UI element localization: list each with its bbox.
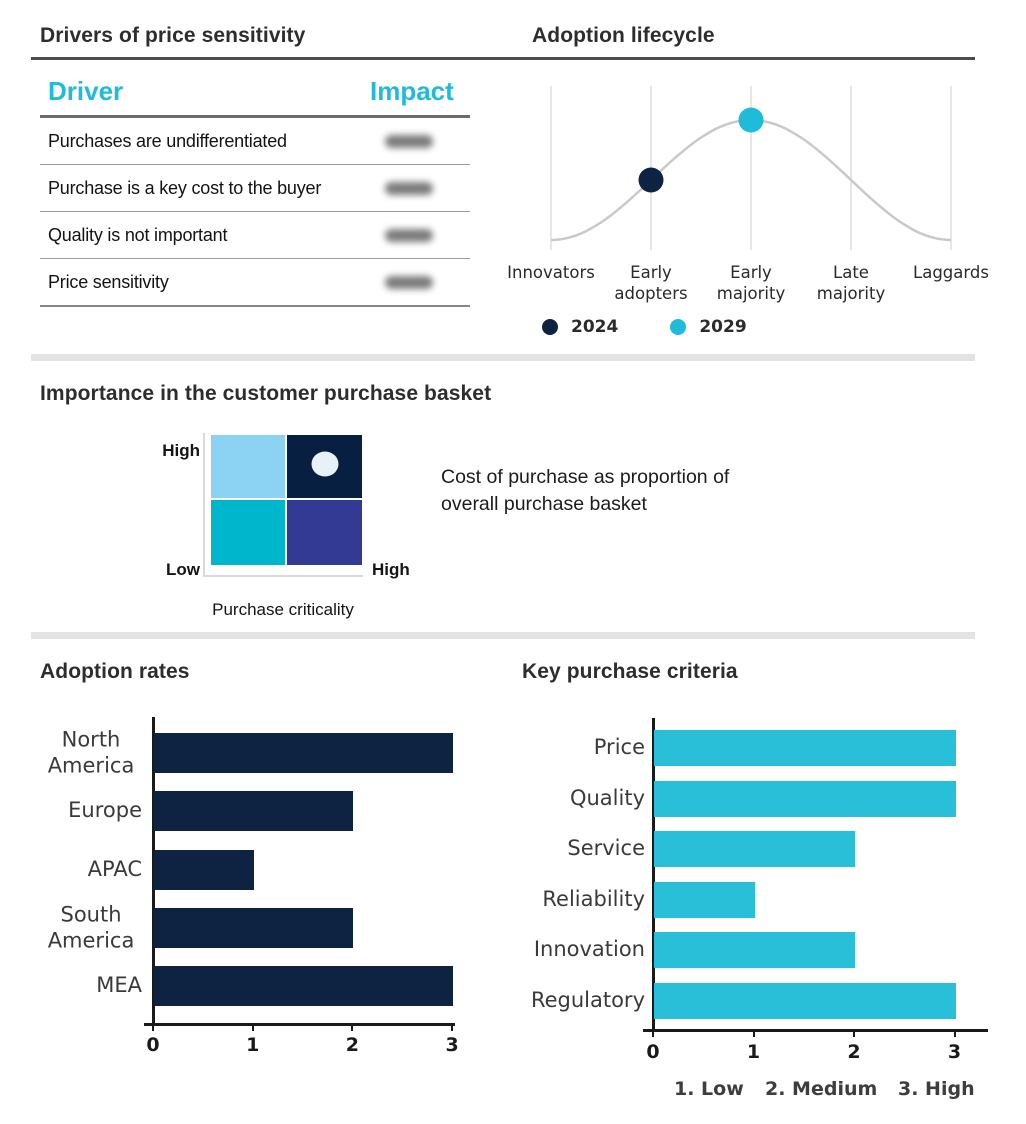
tick-mark — [252, 1025, 254, 1031]
scale-legend-item: 2. Medium — [765, 1078, 878, 1100]
bar — [654, 781, 956, 817]
lifecycle-point-2024 — [639, 168, 664, 193]
table-row — [40, 259, 470, 307]
tick-mark — [954, 1031, 956, 1037]
legend-item — [670, 317, 746, 337]
matrix-marker-dot — [311, 451, 338, 476]
lifecycle-point-2029 — [739, 108, 764, 133]
tick-mark — [652, 1031, 654, 1037]
tick-label: 2 — [345, 1034, 359, 1056]
tick-label: 3 — [445, 1034, 459, 1056]
bar — [154, 733, 453, 773]
impact-value-redacted — [385, 276, 433, 289]
tick-label: 3 — [947, 1041, 962, 1063]
legend-swatch — [542, 319, 558, 335]
category-label: Europe — [68, 798, 142, 823]
table-row — [40, 165, 470, 212]
column-header-impact: Impact — [370, 76, 454, 106]
impact-value-redacted — [385, 182, 433, 195]
table-row — [40, 212, 470, 259]
key-criteria-chart — [522, 700, 1002, 1110]
y-axis-high-label: High — [162, 441, 200, 460]
legend-item — [542, 317, 618, 337]
bar — [154, 791, 353, 831]
tick-label: 0 — [646, 1041, 660, 1063]
table-row — [40, 118, 470, 165]
lifecycle-legend — [542, 317, 747, 337]
impact-value-redacted — [385, 229, 433, 242]
category-label: South America — [47, 902, 135, 952]
bar — [654, 831, 855, 867]
driver-cell: Quality is not important — [48, 224, 228, 245]
bar — [654, 983, 956, 1019]
tick-mark — [152, 1025, 154, 1031]
category-label: North America — [47, 727, 135, 777]
x-axis-title: Purchase criticality — [212, 600, 354, 619]
bar — [654, 882, 755, 918]
lifecycle-stage-labels — [507, 263, 989, 309]
stage-label: Early majority — [716, 263, 786, 303]
column-header-driver: Driver — [48, 76, 124, 106]
legend-swatch — [670, 319, 686, 335]
tick-label: 1 — [246, 1034, 260, 1056]
key-criteria-title: Key purchase criteria — [522, 660, 738, 683]
category-label: Quality — [569, 785, 645, 810]
drivers-table — [40, 68, 470, 307]
tick-mark — [451, 1025, 453, 1031]
tick-label: 0 — [146, 1034, 160, 1056]
tick-label: 2 — [847, 1041, 861, 1063]
lifecycle-chart — [525, 78, 977, 263]
stage-label: Late majority — [816, 263, 886, 303]
bar — [654, 730, 956, 766]
stage-label: Laggards — [913, 263, 989, 282]
impact-cell — [370, 135, 470, 148]
basket-matrix — [160, 430, 470, 630]
legend-label: 2029 — [699, 317, 747, 337]
matrix-x-axis-line — [203, 575, 363, 577]
impact-value-redacted — [385, 135, 433, 148]
driver-cell: Price sensitivity — [48, 271, 169, 292]
driver-cell: Purchase is a key cost to the buyer — [48, 177, 322, 198]
section-divider — [31, 354, 975, 361]
adoption-rates-title: Adoption rates — [40, 660, 190, 683]
tick-label: 1 — [746, 1041, 761, 1063]
table-body — [40, 118, 470, 307]
impact-cell — [370, 182, 470, 195]
adoption-rates-chart — [40, 700, 485, 1080]
category-label: MEA — [96, 973, 142, 998]
category-label: Reliability — [542, 886, 645, 911]
stage-label: Early adopters — [614, 263, 688, 303]
bar — [154, 908, 353, 948]
matrix-quadrants — [211, 435, 362, 565]
basket-title: Importance in the customer purchase basket — [40, 382, 492, 405]
impact-cell — [370, 276, 470, 289]
matrix-quadrant-top-left — [211, 435, 285, 498]
legend-label: 2024 — [571, 317, 619, 337]
table-header — [40, 68, 470, 118]
lifecycle-title: Adoption lifecycle — [532, 24, 715, 47]
y-axis-low-label: Low — [166, 560, 200, 579]
category-label: Service — [567, 836, 645, 861]
bar — [654, 932, 855, 968]
bar — [154, 850, 254, 890]
drivers-table-title: Drivers of price sensitivity — [40, 24, 306, 47]
x-axis-high-label: High — [372, 560, 410, 579]
basket-annotation: Cost of purchase as proportion of overall purchase basket — [441, 466, 730, 515]
category-label: Regulatory — [530, 988, 645, 1013]
category-label: Innovation — [533, 937, 645, 962]
matrix-y-axis-line — [203, 433, 205, 577]
x-axis-line — [144, 1023, 455, 1026]
matrix-quadrant-bottom-left — [211, 500, 285, 565]
scale-legend-item: 1. Low — [674, 1078, 744, 1100]
tick-mark — [753, 1031, 755, 1037]
impact-cell — [370, 229, 470, 242]
section-divider — [31, 632, 975, 639]
matrix-quadrant-bottom-right — [287, 500, 362, 565]
category-label: APAC — [87, 856, 142, 881]
category-label: Price — [593, 735, 645, 760]
matrix-quadrant-top-right — [287, 435, 362, 498]
driver-cell: Purchases are undifferentiated — [48, 130, 287, 151]
tick-mark — [853, 1031, 855, 1037]
tick-mark — [351, 1025, 353, 1031]
title-rule — [31, 57, 975, 60]
x-axis-line — [643, 1029, 988, 1032]
stage-label: Innovators — [507, 263, 595, 282]
bar — [154, 966, 453, 1006]
scale-legend-item: 3. High — [898, 1078, 975, 1100]
